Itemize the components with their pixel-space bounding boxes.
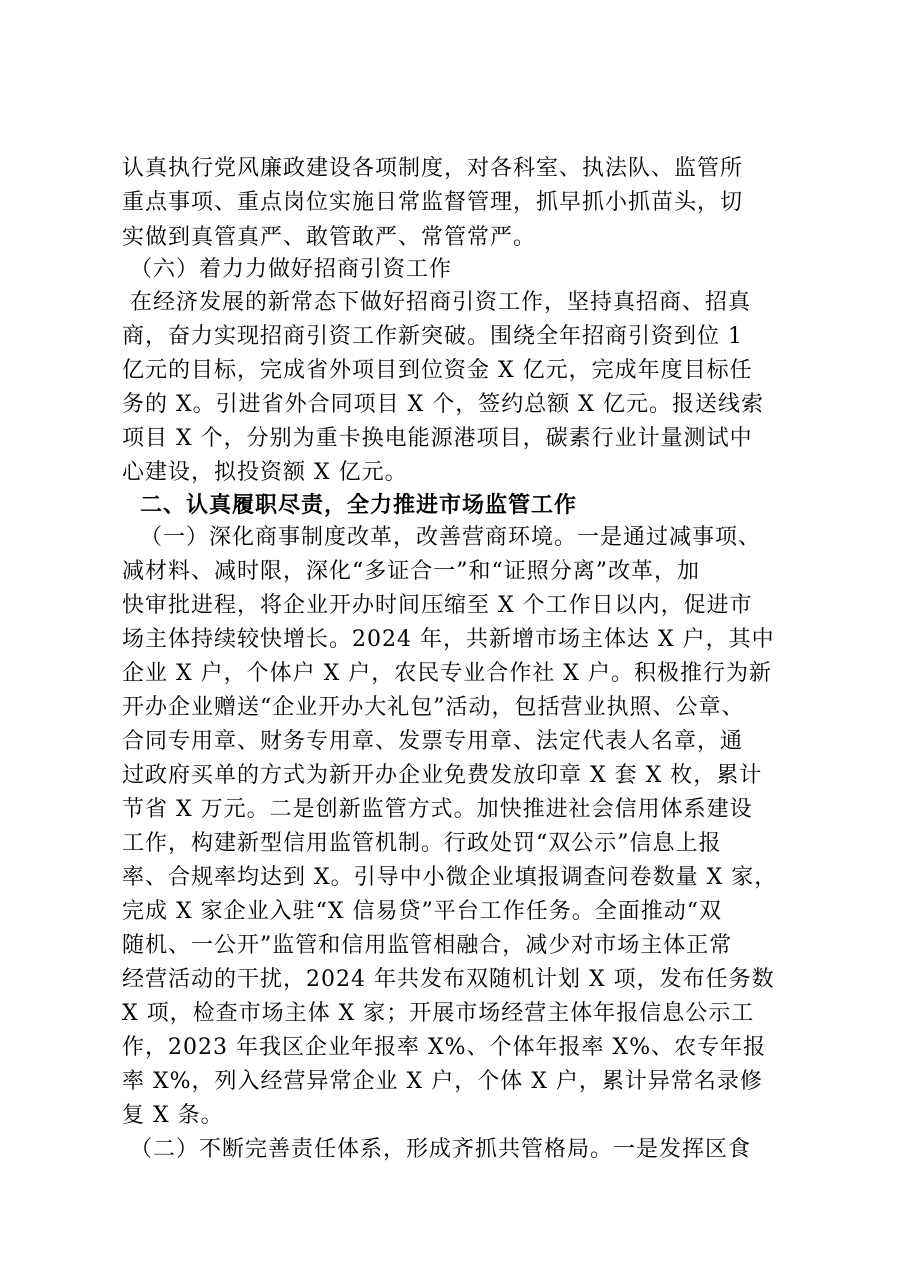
body-line: 实做到真管真严、敢管敢严、常管常严。: [122, 225, 537, 250]
body-line: 心建设，拟投资额 X 亿元。: [122, 460, 408, 485]
body-line: 减材料、减时限，深化“多证合一”和“证照分离”改革，加: [122, 559, 700, 584]
chapter-heading-2: 二、认真履职尽责，全力推进市场监管工作: [140, 493, 578, 518]
body-line: 率 X%，列入经营异常企业 X 户，个体 X 户，累计异常名录修: [122, 1069, 763, 1094]
body-line: 重点事项、重点岗位实施日常监督管理，抓早抓小抓苗头，切: [122, 190, 744, 215]
body-line: 过政府买单的方式为新开办企业免费发放印章 X 套 X 枚，累计: [122, 763, 763, 788]
body-line: 率、合规率均达到 X。引导中小微企业填报调查问卷数量 X 家，: [122, 865, 778, 890]
body-line: 合同专用章、财务专用章、发票专用章、法定代表人名章，通: [122, 729, 744, 754]
body-line: （一）深化商事制度改革，改善营商环境。一是通过减事项、: [140, 525, 762, 550]
section-heading-6: （六）着力力做好招商引资工作: [130, 257, 453, 282]
body-line: 项目 X 个，分别为重卡换电能源港项目，碳素行业计量测试中: [122, 426, 753, 451]
body-line: 认真执行党风廉政建设各项制度，对各科室、执法队、监管所: [122, 156, 744, 181]
body-line: 企业 X 户，个体户 X 户，农民专业合作社 X 户。积极推行为新: [122, 661, 772, 686]
body-line: 商，奋力实现招商引资工作新突破。围绕全年招商引资到位 1: [122, 324, 743, 349]
body-line: 亿元的目标，完成省外项目到位资金 X 亿元，完成年度目标任: [122, 358, 753, 383]
body-line: 务的 X。引进省外合同项目 X 个，签约总额 X 亿元。报送线索: [122, 392, 764, 417]
body-line: 快审批进程，将企业开办时间压缩至 X 个工作日以内，促进市: [122, 593, 753, 618]
body-line: 节省 X 万元。二是创新监管方式。加快推进社会信用体系建设: [122, 797, 753, 822]
body-line: 复 X 条。: [122, 1103, 224, 1128]
body-line: 在经济发展的新常态下做好招商引资工作，坚持真招商、招真: [130, 290, 752, 315]
body-line: 随机、一公开”监管和信用监管相融合，减少对市场主体正常: [122, 933, 733, 958]
body-line: 场主体持续较快增长。2024 年，共新增市场主体达 X 户，其中: [122, 627, 775, 652]
body-line: 开办企业赠送“企业开办大礼包”活动，包括营业执照、公章、: [122, 695, 745, 720]
body-line: 作，2023 年我区企业年报率 X%、个体年报率 X%、农专年报: [122, 1035, 767, 1060]
body-line: 经营活动的干扰，2024 年共发布双随机计划 X 项，发布任务数: [122, 967, 775, 992]
body-line: X 项，检查市场主体 X 家；开展市场经营主体年报信息公示工: [122, 1001, 755, 1026]
body-line: 完成 X 家企业入驻“X 信易贷”平台工作任务。全面推动“双: [122, 899, 723, 924]
body-line: （二）不断完善责任体系，形成齐抓共管格局。一是发挥区食: [130, 1137, 752, 1162]
body-line: 工作，构建新型信用监管机制。行政处罚“双公示”信息上报: [122, 831, 722, 856]
